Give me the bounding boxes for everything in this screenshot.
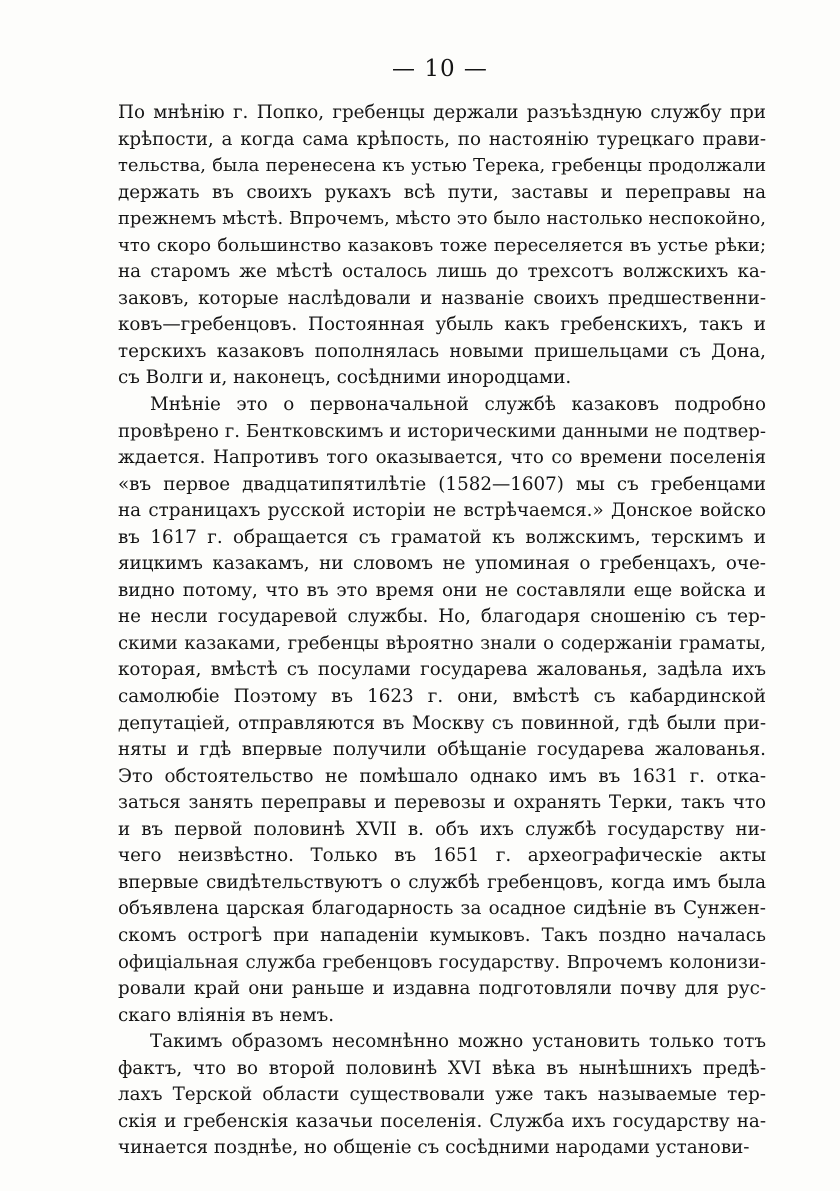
text-line: прежнемъ мѣстѣ. Впрочемъ, мѣсто это было настолько неспокойно, bbox=[118, 208, 766, 230]
text-line: чинается позднѣе, но общеніе съ сосѣдними народами установи- bbox=[118, 1137, 750, 1159]
text-line: объявлена царская благодарность за осадное сидѣніе въ Сунжен- bbox=[118, 898, 766, 920]
text-line: которая, вмѣстѣ съ посулами государева жалованья, задѣла ихъ bbox=[118, 659, 766, 681]
text-line: «въ первое двадцатипятилѣтіе (1582—1607) мы съ гребенцами bbox=[118, 473, 766, 495]
text-line: фактъ, что во второй половинѣ XVI вѣка въ нынѣшнихъ предѣ- bbox=[118, 1057, 766, 1079]
text-line: ровали край они раньше и издавна подготовляли почву для рус- bbox=[118, 978, 766, 1000]
text-line: няты и гдѣ впервые получили обѣщаніе государева жалованья. bbox=[118, 739, 766, 761]
text-line: тельства, была перенесена къ устью Терека, гребенцы продолжали bbox=[118, 155, 766, 177]
text-line: яицкимъ казакамъ, ни словомъ не упоминая о гребенцахъ, оче- bbox=[118, 553, 766, 575]
text-line: скомъ острогѣ при нападеніи кумыковъ. Такъ поздно началась bbox=[118, 924, 766, 946]
text-line: заковъ, которые наслѣдовали и названіе своихъ предшественни- bbox=[118, 287, 766, 309]
text-line: депутаціей, отправляются въ Москву съ повинной, гдѣ были при- bbox=[118, 712, 766, 734]
paragraph bbox=[118, 392, 766, 1029]
page-number: — 10 — bbox=[392, 56, 488, 82]
text-line: въ 1617 г. обращается съ граматой къ волжскимъ, терскимъ и bbox=[118, 526, 766, 548]
text-line: видно потому, что въ это время они не составляли еще войска и bbox=[118, 579, 766, 601]
paragraph bbox=[118, 1029, 766, 1162]
text-line: ковъ—гребенцовъ. Постоянная убыль какъ гребенскихъ, такъ и bbox=[118, 314, 766, 336]
text-line: на старомъ же мѣстѣ осталось лишь до трехсотъ волжскихъ ка- bbox=[118, 261, 766, 283]
text-line: скаго вліянія въ немъ. bbox=[118, 1004, 335, 1026]
text-line: на страницахъ русской исторіи не встрѣчаемся.» Донское войско bbox=[118, 500, 766, 522]
text-line: держать въ своихъ рукахъ всѣ пути, заставы и переправы на bbox=[118, 181, 766, 203]
text-line: ждается. Напротивъ того оказывается, что со времени поселенія bbox=[118, 447, 766, 469]
text-line: крѣпости, а когда сама крѣпость, по настоянію турецкаго прави- bbox=[118, 128, 766, 150]
text-line: лахъ Терской области существовали уже такъ называемые тер- bbox=[118, 1084, 766, 1106]
text-line: провѣрено г. Бентковскимъ и историческими данными не подтвер- bbox=[118, 420, 766, 442]
text-line: Такимъ образомъ несомнѣнно можно установить только тотъ bbox=[150, 1031, 766, 1053]
text-line: скими казаками, гребенцы вѣроятно знали о содержаніи граматы, bbox=[118, 632, 766, 654]
text-line: и въ первой половинѣ XVII в. объ ихъ службѣ государству ни- bbox=[118, 818, 766, 840]
text-line: съ Волги и, наконецъ, сосѣдними инородцами. bbox=[118, 367, 572, 389]
text-line: По мнѣнію г. Попко, гребенцы держали разъѣздную службу при bbox=[118, 102, 766, 123]
text-line: Мнѣніе это о первоначальной службѣ казаковъ подробно bbox=[150, 394, 766, 416]
text-line: Это обстоятельство не помѣшало однако имъ въ 1631 г. отка- bbox=[118, 765, 766, 787]
text-line: терскихъ казаковъ пополнялась новыми пришельцами съ Дона, bbox=[118, 340, 766, 362]
text-line: скія и гребенскія казачьи поселенія. Служба ихъ государству на- bbox=[118, 1110, 766, 1132]
text-line: заться занять переправы и перевозы и охранять Терки, такъ что bbox=[118, 792, 766, 814]
text-line: офиціальная служба гребенцовъ государству. Впрочемъ колонизи- bbox=[118, 951, 766, 973]
text-line: чего неизвѣстно. Только въ 1651 г. археографическіе акты bbox=[118, 845, 766, 867]
text-line: впервые свидѣтельствуютъ о службѣ гребенцовъ, когда имъ была bbox=[118, 871, 766, 893]
text-line: самолюбіе Поэтому въ 1623 г. они, вмѣстѣ съ кабардинской bbox=[118, 686, 766, 708]
text-line: не несли государевой службы. Но, благодаря сношенію съ тер- bbox=[118, 606, 766, 628]
paragraph bbox=[118, 100, 766, 392]
text-line: что скоро большинство казаковъ тоже переселяется въ устье рѣки; bbox=[118, 234, 766, 256]
body-text bbox=[118, 100, 766, 1162]
